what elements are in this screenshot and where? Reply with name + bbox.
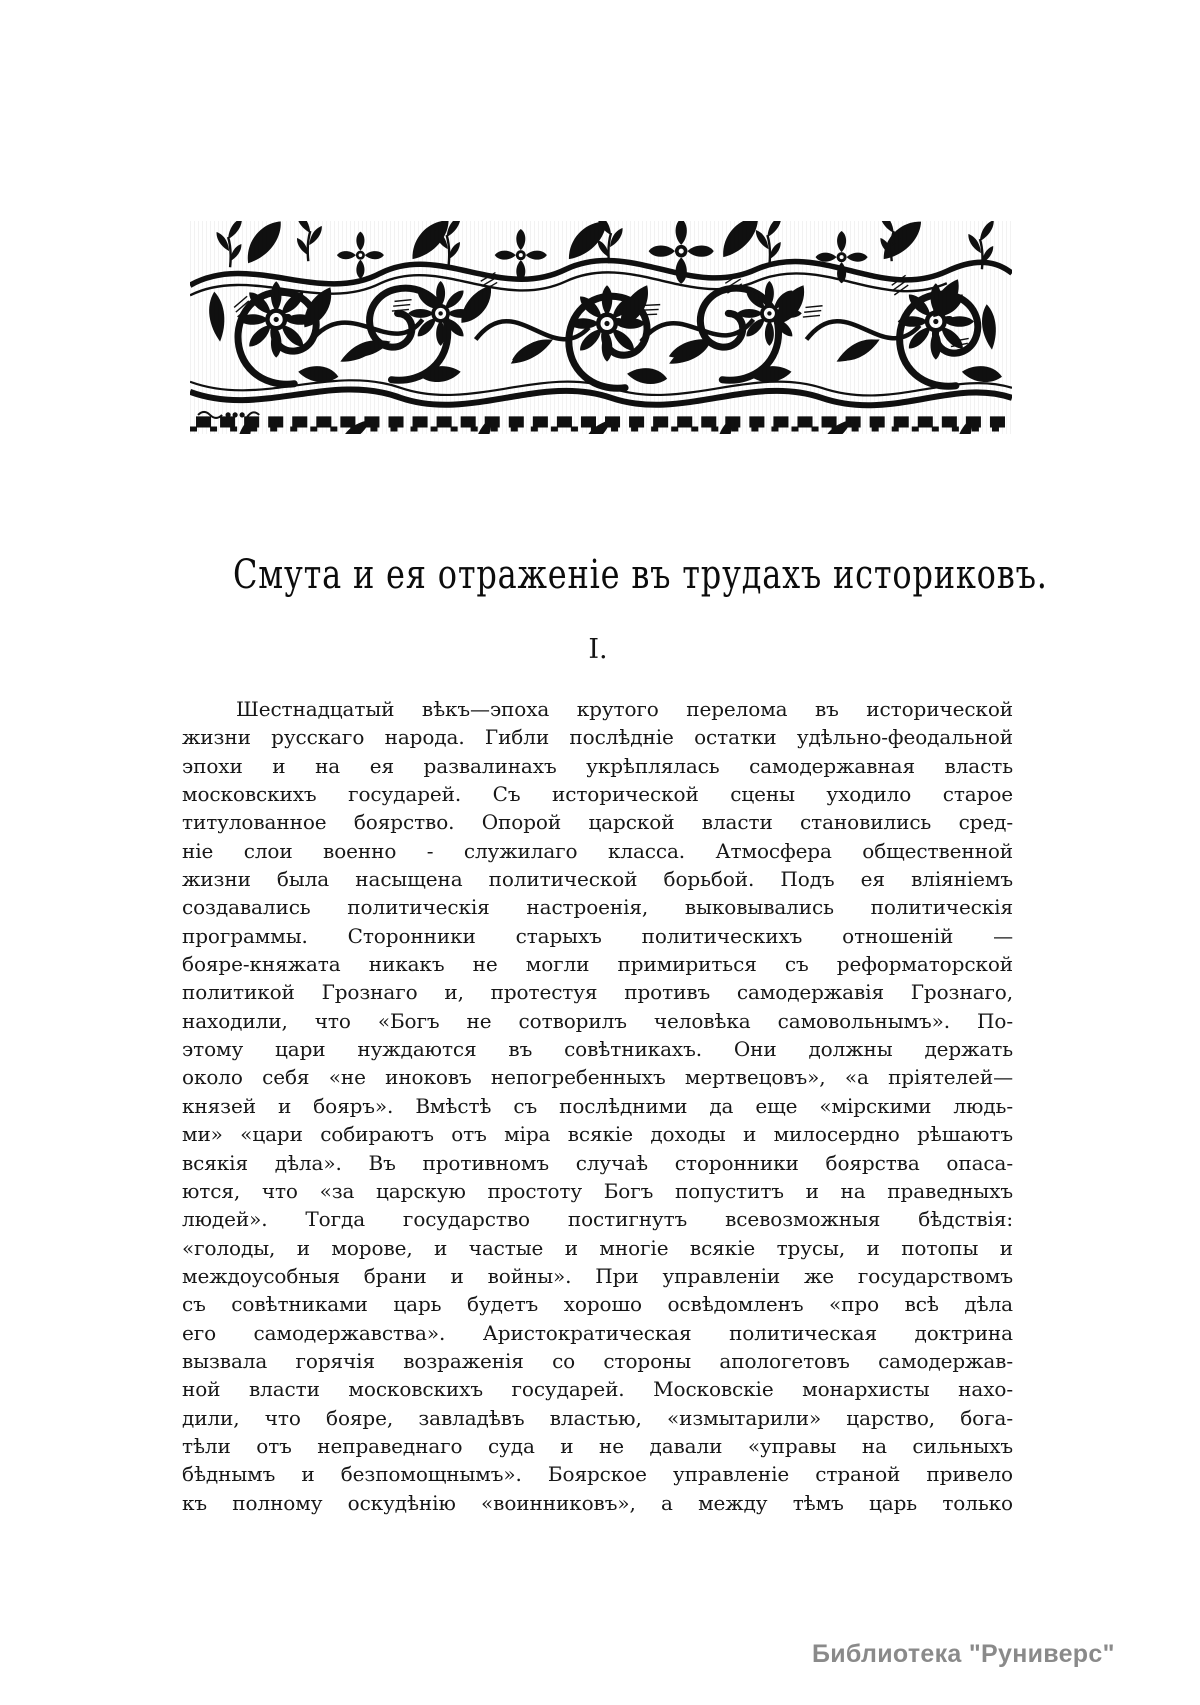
body-line: всякія дѣла». Въ противномъ случаѣ сторонники боярства опаса- xyxy=(182,1150,1013,1175)
body-text-block xyxy=(182,695,1013,1517)
body-line: московскихъ государей. Съ исторической сцены уходило старое xyxy=(182,782,1013,807)
chapter-title: Смута и ея отраженіе въ трудахъ историковъ. xyxy=(233,552,1048,598)
body-line: тѣли отъ неправеднаго суда и не давали «управы на сильныхъ xyxy=(182,1433,1013,1458)
body-line: политикой Грознаго и, протестуя противъ самодержавія Грознаго, xyxy=(182,980,1013,1005)
body-line: къ полному оскудѣнію «воинниковъ», а между тѣмъ царь только xyxy=(182,1490,1013,1515)
body-line: ніе слои военно - служилаго класса. Атмосфера общественной xyxy=(182,838,1013,863)
body-line: ми» «цари собираютъ отъ міра всякіе доходы и милосердно рѣшаютъ xyxy=(182,1122,1013,1147)
body-line: ной власти московскихъ государей. Московскіе монархисты нахо- xyxy=(182,1377,1013,1402)
body-line: «голоды, и морове, и частые и многіе всякіе трусы, и потопы и xyxy=(182,1235,1013,1260)
body-line: около себя «не иноковъ непогребенныхъ мертвецовъ», «а пріятелей— xyxy=(182,1065,1013,1090)
body-line: людей». Тогда государство постигнутъ всевозможныя бѣдствія: xyxy=(182,1207,1013,1232)
body-line: князей и бояръ». Вмѣстѣ съ послѣдними да еще «мірскими людь- xyxy=(182,1093,1013,1118)
body-line: дили, что бояре, завладѣвъ властью, «измытарили» царство, бога- xyxy=(182,1405,1013,1430)
body-line: титулованное боярство. Опорой царской власти становились сред- xyxy=(182,810,1013,835)
body-line: вызвала горячія возраженія со стороны апологетовъ самодержав- xyxy=(182,1348,1013,1373)
body-line: бояре-княжата никакъ не могли примириться съ реформаторской xyxy=(182,952,1013,977)
body-line: жизни была насыщена политической борьбой. Подъ ея вліяніемъ xyxy=(182,867,1013,892)
body-line: междоусобныя брани и войны». При управленіи же государствомъ xyxy=(182,1263,1013,1288)
body-line: жизни русскаго народа. Гибли послѣдніе остатки удѣльно-феодальной xyxy=(182,725,1013,750)
body-line: эпохи и на ея развалинахъ укрѣплялась самодержавная власть xyxy=(182,753,1013,778)
library-watermark: Библиотека "Руниверс" xyxy=(812,1640,1115,1668)
body-line: бѣднымъ и безпомощнымъ». Боярское управленіе страной привело xyxy=(182,1462,1013,1487)
body-line: этому цари нуждаются въ совѣтникахъ. Они должны держать xyxy=(182,1037,1013,1062)
body-line: создавались политическія настроенія, выковывались политическія xyxy=(182,895,1013,920)
body-line: Шестнадцатый вѣкъ—эпоха крутого перелома въ исторической xyxy=(236,697,1013,721)
section-number: I. xyxy=(588,634,608,665)
body-line: программы. Сторонники старыхъ политическихъ отношеній — xyxy=(182,923,1013,948)
floral-headpiece-engraving-icon xyxy=(190,221,1012,434)
body-line: находили, что «Богъ не сотворилъ человѣка самовольнымъ». По- xyxy=(182,1008,1013,1033)
body-line: его самодержавства». Аристократическая политическая доктрина xyxy=(182,1320,1013,1345)
body-line: ются, что «за царскую простоту Богъ попуститъ и на праведныхъ xyxy=(182,1178,1013,1203)
body-line: съ совѣтниками царь будетъ хорошо освѣдомленъ «про всѣ дѣла xyxy=(182,1292,1013,1317)
